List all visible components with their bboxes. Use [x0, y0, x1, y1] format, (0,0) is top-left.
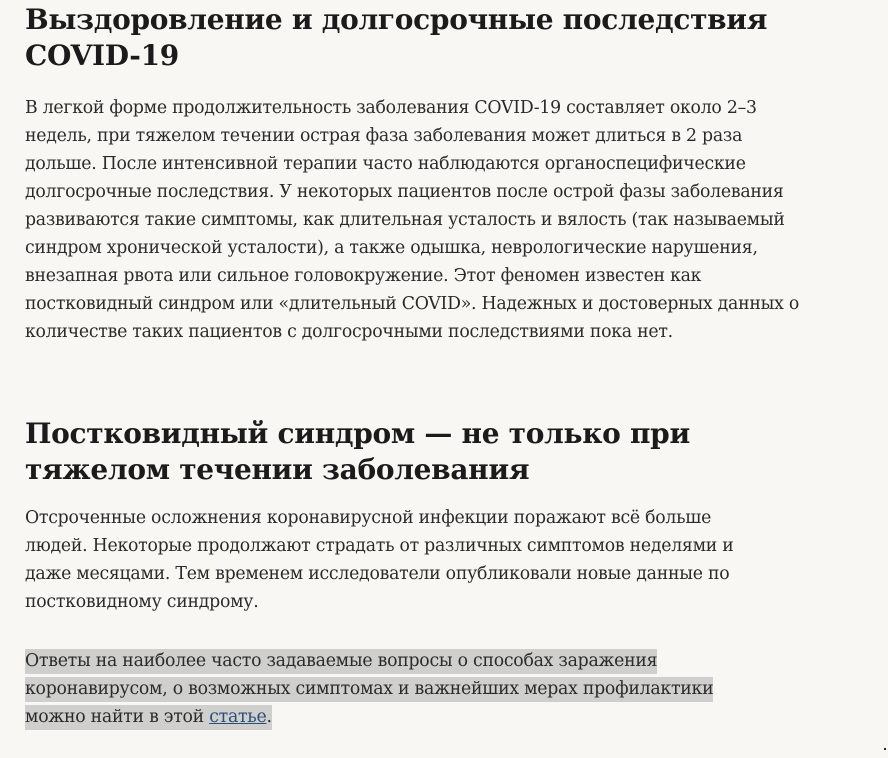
section-paragraph-recovery: В легкой форме продолжительность заболевания COVID-19 составляет около 2–3 недель, при тяжелом течении острая фаза заболевания может длиться в 2 раза дольше. После интенсивной терапии часто наблюдаются органоспецифические долгосрочные последствия. У некоторых пациентов после острой фазы заболевания развиваются такие симптомы, как длительная усталость и вялость (так называемый синдром хронической усталости), а также одышка, неврологические нарушения, внезапная рвота или сильное головокружение. Этот феномен известен как постковидный синдром или «длительный COVID». Надежных и достоверных данных о количестве таких пациентов с долгосрочными последствиями пока нет. — [25, 98, 800, 342]
section-heading-recovery: Выздоровление и долгосрочные последствия COVID-19 — [25, 3, 768, 72]
highlighted-note — [25, 649, 713, 730]
page-dot — [884, 748, 886, 750]
article-link[interactable]: статье — [209, 707, 267, 727]
note-text: Ответы на наиболее часто задаваемые вопросы о способах заражения коронавирусом, о возможных симптомах и важнейших мерах профилактики можно найти в этой — [25, 651, 714, 727]
section-paragraph-postcovid: Отсроченные осложнения коронавирусной инфекции поражают всё больше людей. Некоторые продолжают страдать от различных симптомов неделями и даже месяцами. Тем временем исследователи опубликовали новые данные по постковидному синдрому. — [25, 508, 734, 612]
faq-note — [25, 647, 765, 731]
section-heading-postcovid: Постковидный синдром — не только при тяжелом течении заболевания — [25, 417, 690, 486]
note-suffix: . — [266, 707, 272, 727]
